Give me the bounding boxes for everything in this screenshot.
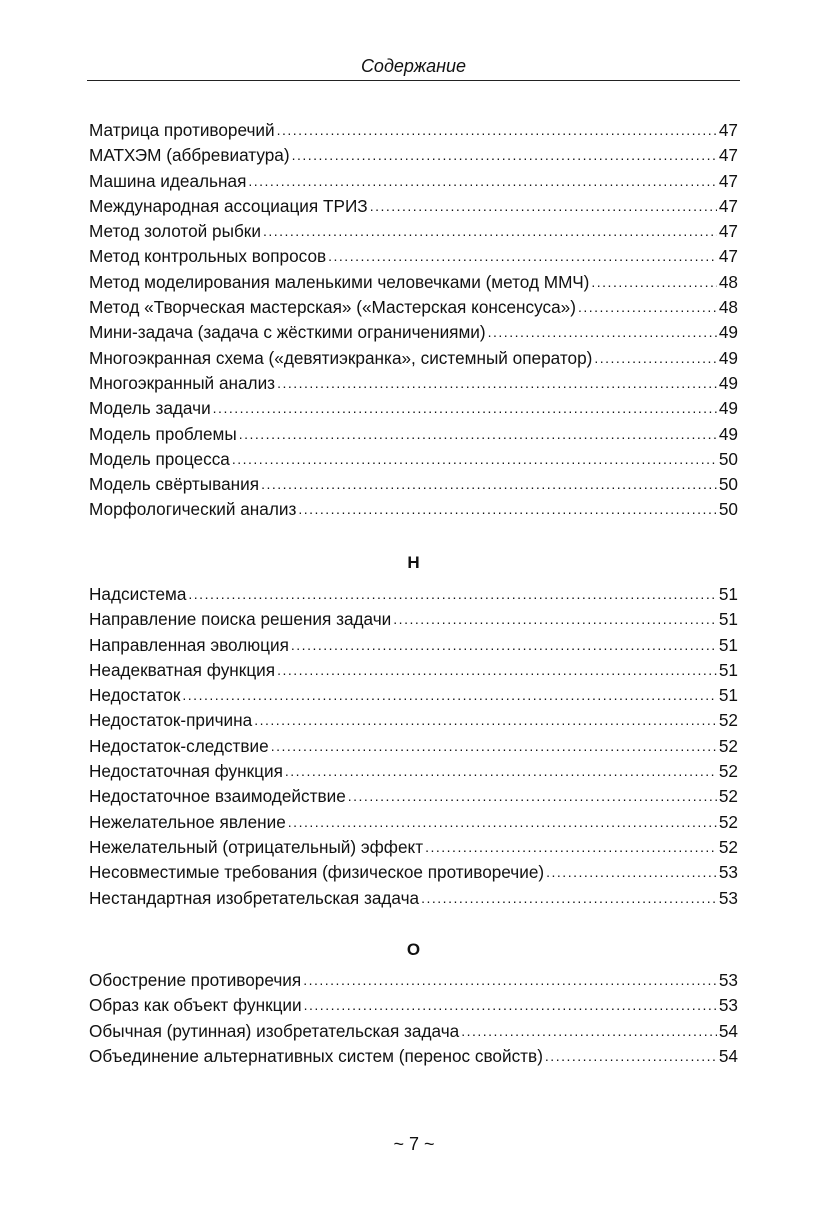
toc-entry	[89, 422, 738, 447]
toc-entry-page: 52	[718, 836, 738, 857]
toc-entry-page: 47	[718, 145, 738, 166]
toc-entry-page: 47	[718, 221, 738, 242]
toc-section-o	[89, 968, 738, 1069]
section-letter-o: О	[406, 940, 421, 959]
toc-entry-title: Метод контрольных вопросов	[89, 246, 327, 267]
toc-entry	[89, 270, 738, 295]
toc-dot-leader	[303, 967, 717, 993]
toc-entry-page: 50	[718, 499, 738, 520]
toc-entry-title: Образ как объект функции	[89, 995, 302, 1016]
toc-entry-title: Объединение альтернативных систем (перенос свойств)	[89, 1045, 543, 1066]
toc-entry-title: МАТХЭМ (аббревиатура)	[89, 145, 290, 166]
toc-dot-leader	[239, 421, 717, 447]
toc-entry-title: Недостаток-причина	[89, 710, 253, 731]
toc-entry	[89, 968, 738, 993]
toc-entry	[89, 1044, 738, 1069]
toc-entry	[89, 219, 738, 244]
toc-dot-leader	[291, 632, 717, 658]
toc-dot-leader	[370, 193, 717, 219]
toc-entry-title: Надсистема	[89, 584, 187, 604]
toc-entry-title: Нестандартная изобретательская задача	[89, 887, 420, 908]
toc-dot-leader	[393, 606, 717, 632]
toc-entry	[89, 784, 738, 809]
toc-entry-page: 54	[718, 1020, 738, 1041]
toc-entry-page: 53	[718, 995, 738, 1016]
toc-dot-leader	[488, 319, 717, 345]
toc-entry	[89, 371, 738, 396]
running-header	[87, 52, 740, 81]
toc-dot-leader	[461, 1018, 717, 1044]
toc-entry-title: Многоэкранный анализ	[89, 372, 276, 393]
toc-dot-leader	[285, 758, 717, 784]
toc-entry-title: Международная ассоциация ТРИЗ	[89, 195, 368, 216]
toc-dot-leader	[261, 471, 717, 497]
toc-dot-leader	[304, 992, 717, 1018]
toc-entry	[89, 143, 738, 168]
toc-dot-leader	[277, 117, 717, 143]
toc-entry-page: 52	[718, 761, 738, 782]
toc-entry	[89, 835, 738, 860]
toc-entry-page: 53	[718, 970, 738, 990]
toc-entry-title: Метод «Творческая мастерская» («Мастерская консенсуса»)	[89, 297, 576, 318]
toc-entry-title: Обычная (рутинная) изобретательская задача	[89, 1020, 460, 1041]
toc-entry-title: Многоэкранная схема («девятиэкранка», системный оператор)	[89, 347, 593, 368]
toc-entry-page: 53	[718, 887, 738, 908]
toc-entry	[89, 759, 738, 784]
toc-entry	[89, 993, 738, 1018]
toc-dot-leader	[271, 733, 717, 759]
toc-entry-title: Несовместимые требования (физическое противоречие)	[89, 862, 545, 883]
toc-entry-title: Направленная эволюция	[89, 634, 289, 655]
toc-dot-leader	[421, 885, 717, 911]
toc-dot-leader	[328, 243, 717, 269]
toc-dot-leader	[254, 707, 717, 733]
toc-dot-leader	[425, 834, 717, 860]
toc-dot-leader	[288, 809, 717, 835]
toc-entry-title: Модель свёртывания	[89, 474, 260, 495]
toc-entry-page: 49	[718, 398, 738, 419]
toc-entry-page: 49	[718, 423, 738, 444]
toc-entry-page: 48	[718, 271, 738, 292]
toc-entry-title: Обострение противоречия	[89, 970, 302, 990]
toc-entry-page: 51	[718, 609, 738, 630]
toc-entry-page: 47	[718, 246, 738, 267]
toc-entry	[89, 886, 738, 911]
toc-dot-leader	[232, 446, 717, 472]
toc-entry	[89, 734, 738, 759]
running-header-title: Содержание	[360, 56, 467, 76]
toc-entry	[89, 497, 738, 522]
toc-entry-page: 51	[718, 685, 738, 706]
toc-dot-leader	[188, 581, 716, 607]
toc-entry-title: Недостаток-следствие	[89, 735, 269, 756]
toc-entry	[89, 346, 738, 371]
toc-dot-leader	[263, 218, 717, 244]
toc-entry-title: Направление поиска решения задачи	[89, 609, 392, 630]
toc-entry-page: 50	[718, 474, 738, 495]
toc-entry-title: Неадекватная функция	[89, 659, 276, 680]
toc-entry	[89, 683, 738, 708]
toc-entry	[89, 607, 738, 632]
toc-entry-title: Нежелательный (отрицательный) эффект	[89, 836, 424, 857]
toc-entry-page: 47	[718, 195, 738, 216]
toc-entry	[89, 169, 738, 194]
toc-dot-leader	[545, 1043, 717, 1069]
toc-entry-title: Матрица противоречий	[89, 120, 275, 140]
toc-entry-title: Модель проблемы	[89, 423, 237, 444]
toc-dot-leader	[298, 496, 717, 522]
toc-dot-leader	[248, 168, 717, 194]
toc-entry-title: Машина идеальная	[89, 170, 247, 191]
toc-entry-title: Недостаток	[89, 685, 181, 706]
toc-entry-page: 49	[718, 322, 738, 343]
toc-dot-leader	[546, 859, 717, 885]
toc-entry	[89, 194, 738, 219]
toc-entry-page: 52	[718, 710, 738, 731]
toc-entry-title: Метод золотой рыбки	[89, 221, 261, 242]
page-number: ~ 7 ~	[393, 1134, 435, 1154]
toc-entry-page: 52	[718, 811, 738, 832]
toc-entry	[89, 396, 738, 421]
toc-entry	[89, 1019, 738, 1044]
toc-dot-leader	[292, 142, 717, 168]
toc-entry-page: 51	[718, 634, 738, 655]
toc-entry-page: 47	[718, 120, 738, 140]
toc-entry-page: 50	[718, 448, 738, 469]
toc-entry-page: 52	[718, 786, 738, 807]
toc-entry-page: 52	[718, 735, 738, 756]
toc-dot-leader	[578, 294, 717, 320]
toc-entry-title: Недостаточная функция	[89, 761, 283, 782]
toc-entry	[89, 295, 738, 320]
toc-entry	[89, 472, 738, 497]
toc-entry	[89, 633, 738, 658]
toc-dot-leader	[277, 657, 717, 683]
toc-entry-page: 54	[718, 1045, 738, 1066]
section-letter-n: Н	[407, 553, 420, 572]
toc-dot-leader	[591, 269, 716, 295]
toc-dot-leader	[348, 783, 717, 809]
toc-entry	[89, 810, 738, 835]
toc-entry-page: 47	[718, 170, 738, 191]
toc-entry	[89, 860, 738, 885]
toc-entry-page: 49	[718, 372, 738, 393]
toc-entry	[89, 658, 738, 683]
toc-entry	[89, 244, 738, 269]
toc-entry-page: 53	[718, 862, 738, 883]
toc-entry	[89, 582, 738, 607]
toc-entry-title: Нежелательное явление	[89, 811, 286, 832]
toc-entry-title: Метод моделирования маленькими человечками (метод ММЧ)	[89, 271, 590, 292]
toc-entry-title: Мини-задача (задача с жёсткими ограничениями)	[89, 322, 486, 343]
toc-entry	[89, 447, 738, 472]
toc-entry-page: 51	[718, 584, 738, 604]
toc-entry	[89, 118, 738, 143]
toc-entry-title: Модель процесса	[89, 448, 230, 469]
toc-entry-title: Морфологический анализ	[89, 499, 297, 520]
toc-entry-page: 51	[718, 659, 738, 680]
toc-section-n	[89, 582, 738, 911]
toc-dot-leader	[182, 682, 716, 708]
toc-dot-leader	[213, 395, 717, 421]
toc-entry-page: 49	[718, 347, 738, 368]
toc-dot-leader	[277, 370, 717, 396]
toc-section-m	[89, 118, 738, 523]
toc-dot-leader	[594, 345, 717, 371]
toc-entry-title: Недостаточное взаимодействие	[89, 786, 346, 807]
toc-entry-title: Модель задачи	[89, 398, 211, 419]
toc-entry-page: 48	[718, 297, 738, 318]
toc-entry	[89, 320, 738, 345]
toc-entry	[89, 708, 738, 733]
